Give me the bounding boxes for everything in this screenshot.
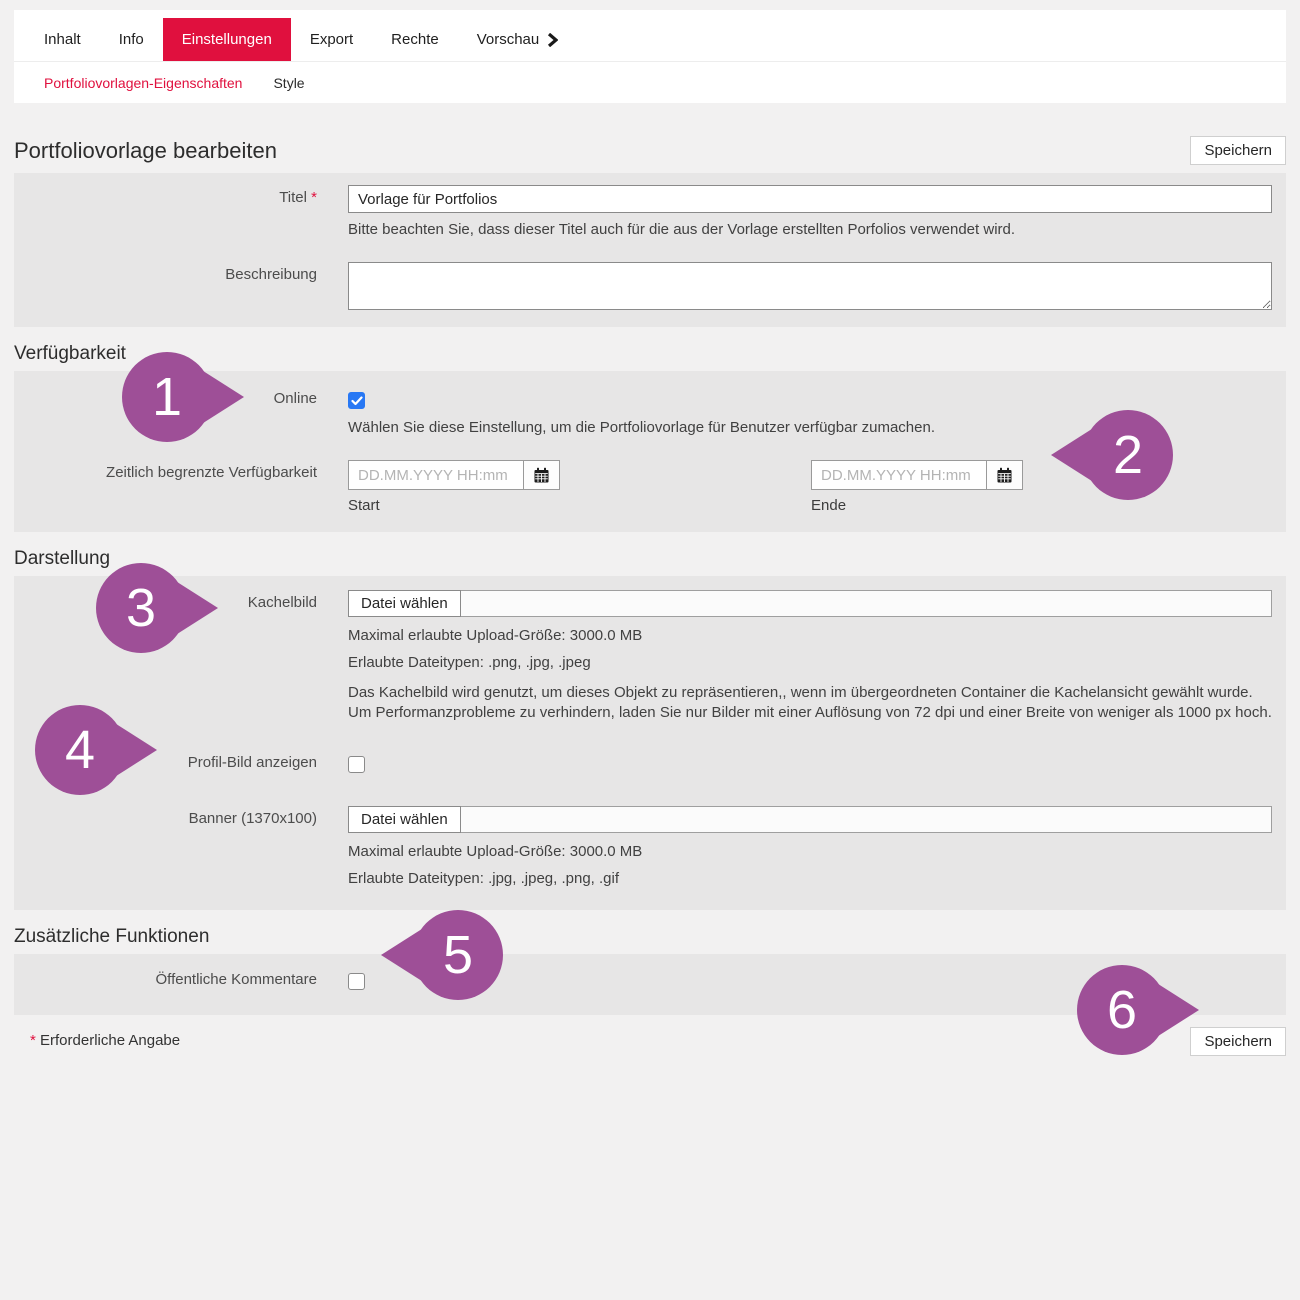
banner-choose-file-button[interactable]: Datei wählen: [348, 806, 461, 833]
start-date-group: [348, 460, 560, 514]
calendar-icon: [996, 467, 1013, 484]
sub-tab-bar: [14, 62, 1286, 103]
tab-einstellungen[interactable]: Einstellungen: [163, 18, 291, 61]
form-block-general: [14, 173, 1286, 327]
tile-description-byline: Das Kachelbild wird genutzt, um dieses Objekt zu repräsentieren,, wenn im übergeordneten Container die Kachelansicht gewählt wurde. Um Performanzprobleme zu verhindern, laden Sie nur Bilder mit einer Auflösung von 72 dpi und einer Breite von weniger als 1000 px hoch.: [348, 683, 1272, 721]
calendar-icon: [533, 467, 550, 484]
section-heading-presentation: Darstellung: [14, 548, 111, 569]
callout-tail: [1051, 427, 1095, 483]
checkmark-icon: [351, 396, 363, 406]
end-calendar-button[interactable]: [987, 460, 1023, 490]
callout-number: 4: [35, 705, 125, 795]
start-date-input[interactable]: [348, 460, 524, 490]
main-tab-bar: [14, 10, 1286, 62]
callout-marker-5: [413, 910, 503, 1000]
tab-vorschau[interactable]: Vorschau: [458, 18, 578, 61]
callout-number: 6: [1077, 965, 1167, 1055]
description-textarea[interactable]: [348, 262, 1272, 310]
banner-filetypes-byline: Erlaubte Dateitypen: .jpg, .jpeg, .png, .gif: [348, 870, 620, 888]
callout-marker-3: [96, 563, 186, 653]
online-label: Online: [273, 390, 317, 408]
save-button-bottom[interactable]: Speichern: [1190, 1027, 1286, 1056]
callout-marker-6: [1077, 965, 1167, 1055]
limited-availability-label: Zeitlich begrenzte Verfügbarkeit: [106, 464, 317, 481]
section-heading-availability: Verfügbarkeit: [14, 343, 126, 365]
online-checkbox[interactable]: [348, 392, 365, 409]
title-byline: Bitte beachten Sie, dass dieser Titel auch für die aus der Vorlage erstellten Porfolios verwendet wird.: [348, 221, 1016, 238]
subtab-style[interactable]: Style: [273, 74, 305, 91]
callout-tail: [381, 927, 425, 983]
tile-file-field[interactable]: [461, 590, 1272, 617]
tile-image-label: Kachelbild: [247, 594, 317, 611]
callout-number: 2: [1083, 410, 1173, 500]
start-calendar-button[interactable]: [524, 460, 560, 490]
callout-tail: [174, 580, 218, 636]
callout-tail: [1155, 982, 1199, 1038]
callout-number: 1: [122, 352, 212, 442]
tab-rechte[interactable]: Rechte: [391, 31, 439, 48]
tab-info[interactable]: Info: [118, 31, 144, 48]
title-row: [14, 185, 1272, 240]
callout-marker-1: [122, 352, 212, 442]
title-input[interactable]: [348, 185, 1272, 213]
public-comments-checkbox[interactable]: [348, 973, 365, 990]
banner-file-field[interactable]: [461, 806, 1272, 833]
tile-choose-file-button[interactable]: Datei wählen: [348, 590, 461, 617]
banner-row: [14, 806, 1272, 890]
tab-export[interactable]: Export: [309, 31, 354, 48]
banner-label: Banner (1370x100): [188, 810, 317, 827]
tile-filetypes-byline: Erlaubte Dateitypen: .png, .jpg, .jpeg: [348, 654, 591, 672]
callout-marker-2: [1083, 410, 1173, 500]
required-asterisk: *: [30, 1031, 36, 1049]
profile-image-row: [14, 753, 1272, 778]
callout-tail: [200, 369, 244, 425]
callout-number: 3: [96, 563, 186, 653]
tab-bar-container: [14, 10, 1286, 103]
save-button-top[interactable]: Speichern: [1190, 136, 1286, 165]
callout-tail: [113, 722, 157, 778]
end-date-input[interactable]: [811, 460, 987, 490]
description-label: Beschreibung: [225, 266, 317, 284]
end-date-group: [811, 460, 1023, 514]
tile-max-upload-byline: Maximal erlaubte Upload-Größe: 3000.0 MB: [348, 627, 643, 644]
online-byline: Wählen Sie diese Einstellung, um die Portfoliovorlage für Benutzer verfügbar zumachen.: [348, 418, 935, 436]
chevron-right-icon: [547, 33, 558, 47]
tab-inhalt[interactable]: Inhalt: [44, 31, 81, 48]
subtab-portfoliovorlagen-eigenschaften[interactable]: Portfoliovorlagen-Eigenschaften: [44, 74, 243, 91]
start-label: Start: [348, 497, 380, 514]
end-label: Ende: [811, 497, 847, 514]
section-heading-additional: Zusätzliche Funktionen: [14, 925, 210, 947]
profile-image-checkbox[interactable]: [348, 756, 365, 773]
required-asterisk: *: [311, 189, 317, 206]
banner-max-upload-byline: Maximal erlaubte Upload-Größe: 3000.0 MB: [348, 843, 643, 860]
profile-image-label: Profil-Bild anzeigen: [187, 754, 317, 771]
required-note: * Erforderliche Angabe: [30, 1031, 181, 1049]
public-comments-label: Öffentliche Kommentare: [155, 970, 317, 988]
title-label: Titel *: [279, 189, 317, 206]
callout-number: 5: [413, 910, 503, 1000]
page-title: Portfoliovorlage bearbeiten: [14, 137, 277, 163]
callout-marker-4: [35, 705, 125, 795]
description-row: [14, 262, 1272, 315]
